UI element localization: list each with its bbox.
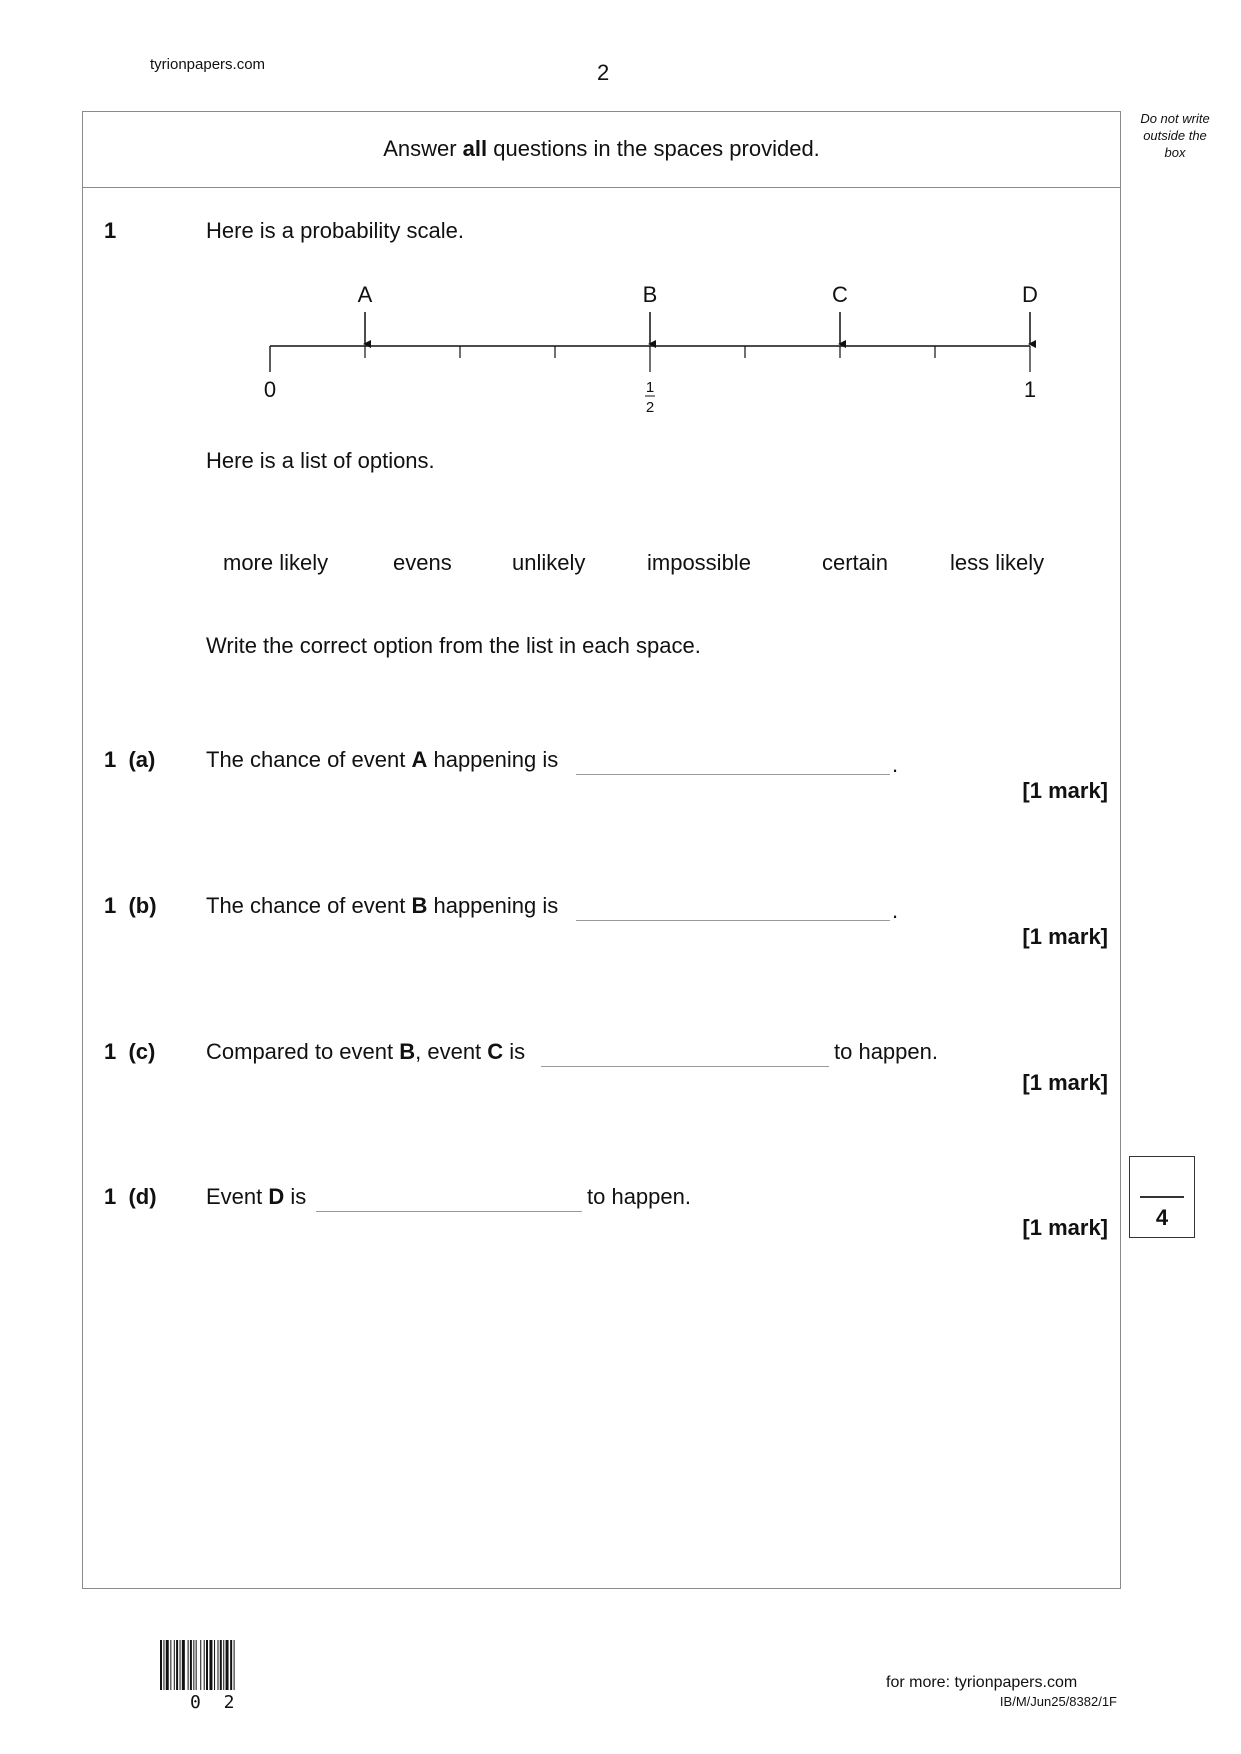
barcode-bar bbox=[206, 1640, 208, 1690]
option-more-likely: more likely bbox=[223, 550, 329, 575]
part-c-post: to happen. bbox=[834, 1039, 938, 1064]
paper-code: IB/M/Jun25/8382/1F bbox=[999, 1694, 1117, 1709]
scale-label-half-numerator: 1 bbox=[645, 379, 655, 396]
part-b-period: . bbox=[892, 898, 899, 923]
instruction: Answer all questions in the spaces provided. bbox=[383, 136, 820, 161]
marker-label-a: A bbox=[357, 282, 373, 307]
option-less-likely: less likely bbox=[950, 550, 1045, 575]
part-c-mark: [1 mark] bbox=[1022, 1070, 1108, 1095]
option-evens: evens bbox=[393, 550, 452, 575]
barcode-bar bbox=[214, 1640, 215, 1690]
barcode-bar bbox=[193, 1640, 194, 1690]
barcode-bar bbox=[170, 1640, 171, 1690]
part-a-text: The chance of event A happening is bbox=[206, 747, 559, 772]
part-b-answer-line[interactable] bbox=[576, 920, 890, 921]
part-a-mark: [1 mark] bbox=[1022, 778, 1108, 803]
part-d-number: 1 (d) bbox=[104, 1184, 157, 1209]
part-a-number: 1 (a) bbox=[104, 747, 156, 772]
marker-label-d: D bbox=[1022, 282, 1038, 307]
barcode-bar bbox=[182, 1640, 185, 1690]
barcode bbox=[160, 1640, 275, 1690]
barcode-bar bbox=[166, 1640, 169, 1690]
part-b-text: The chance of event B happening is bbox=[206, 893, 559, 918]
frame-divider bbox=[82, 187, 1121, 188]
barcode-bar bbox=[230, 1640, 232, 1690]
options-intro: Here is a list of options. bbox=[206, 448, 435, 473]
site-name: tyrionpapers.com bbox=[150, 56, 266, 73]
probability-scale bbox=[250, 270, 1080, 420]
barcode-number: 0 2 bbox=[190, 1692, 241, 1713]
barcode-bar bbox=[223, 1640, 224, 1690]
marker-label-b: B bbox=[642, 282, 658, 307]
barcode-bar bbox=[226, 1640, 229, 1690]
more-link-text: for more: tyrionpapers.com bbox=[886, 1674, 1078, 1691]
question-number: 1 bbox=[104, 218, 117, 243]
barcode-bar bbox=[190, 1640, 192, 1690]
barcode-bar bbox=[220, 1640, 222, 1690]
part-d-mark: [1 mark] bbox=[1022, 1215, 1108, 1240]
barcode-bar bbox=[196, 1640, 197, 1690]
part-b-mark: [1 mark] bbox=[1022, 924, 1108, 949]
part-d-text: Event D is bbox=[206, 1184, 307, 1209]
score-line bbox=[1140, 1196, 1184, 1198]
part-d-answer-line[interactable] bbox=[316, 1211, 582, 1212]
option-certain: certain bbox=[822, 550, 889, 575]
barcode-bar bbox=[160, 1640, 162, 1690]
part-a-period: . bbox=[892, 752, 899, 777]
barcode-bar bbox=[204, 1640, 205, 1690]
page-number: 2 bbox=[597, 60, 610, 85]
barcode-bar bbox=[174, 1640, 175, 1690]
scale-label-zero: 0 bbox=[263, 377, 277, 402]
barcode-bar bbox=[209, 1640, 212, 1690]
barcode-bar bbox=[200, 1640, 201, 1690]
part-a-answer-line[interactable] bbox=[576, 774, 890, 775]
write-instruction: Write the correct option from the list in each space. bbox=[206, 633, 701, 658]
margin-note: Do not write outside the box bbox=[1140, 111, 1210, 160]
part-c-number: 1 (c) bbox=[104, 1039, 156, 1064]
part-c-text: Compared to event B, event C is bbox=[206, 1039, 526, 1064]
scale-label-one: 1 bbox=[1023, 377, 1037, 402]
question-intro: Here is a probability scale. bbox=[206, 218, 465, 243]
barcode-bar bbox=[176, 1640, 178, 1690]
option-impossible: impossible bbox=[647, 550, 751, 575]
scale-label-half-denominator: 2 bbox=[645, 399, 655, 416]
part-c-answer-line[interactable] bbox=[541, 1066, 829, 1067]
barcode-bar bbox=[188, 1640, 189, 1690]
part-b-number: 1 (b) bbox=[104, 893, 157, 918]
marker-label-c: C bbox=[832, 282, 848, 307]
barcode-bar bbox=[163, 1640, 164, 1690]
option-unlikely: unlikely bbox=[512, 550, 586, 575]
barcode-bar bbox=[180, 1640, 181, 1690]
score-total: 4 bbox=[1155, 1205, 1169, 1230]
barcode-bar bbox=[218, 1640, 219, 1690]
barcode-bar bbox=[234, 1640, 235, 1690]
part-d-post: to happen. bbox=[587, 1184, 691, 1209]
